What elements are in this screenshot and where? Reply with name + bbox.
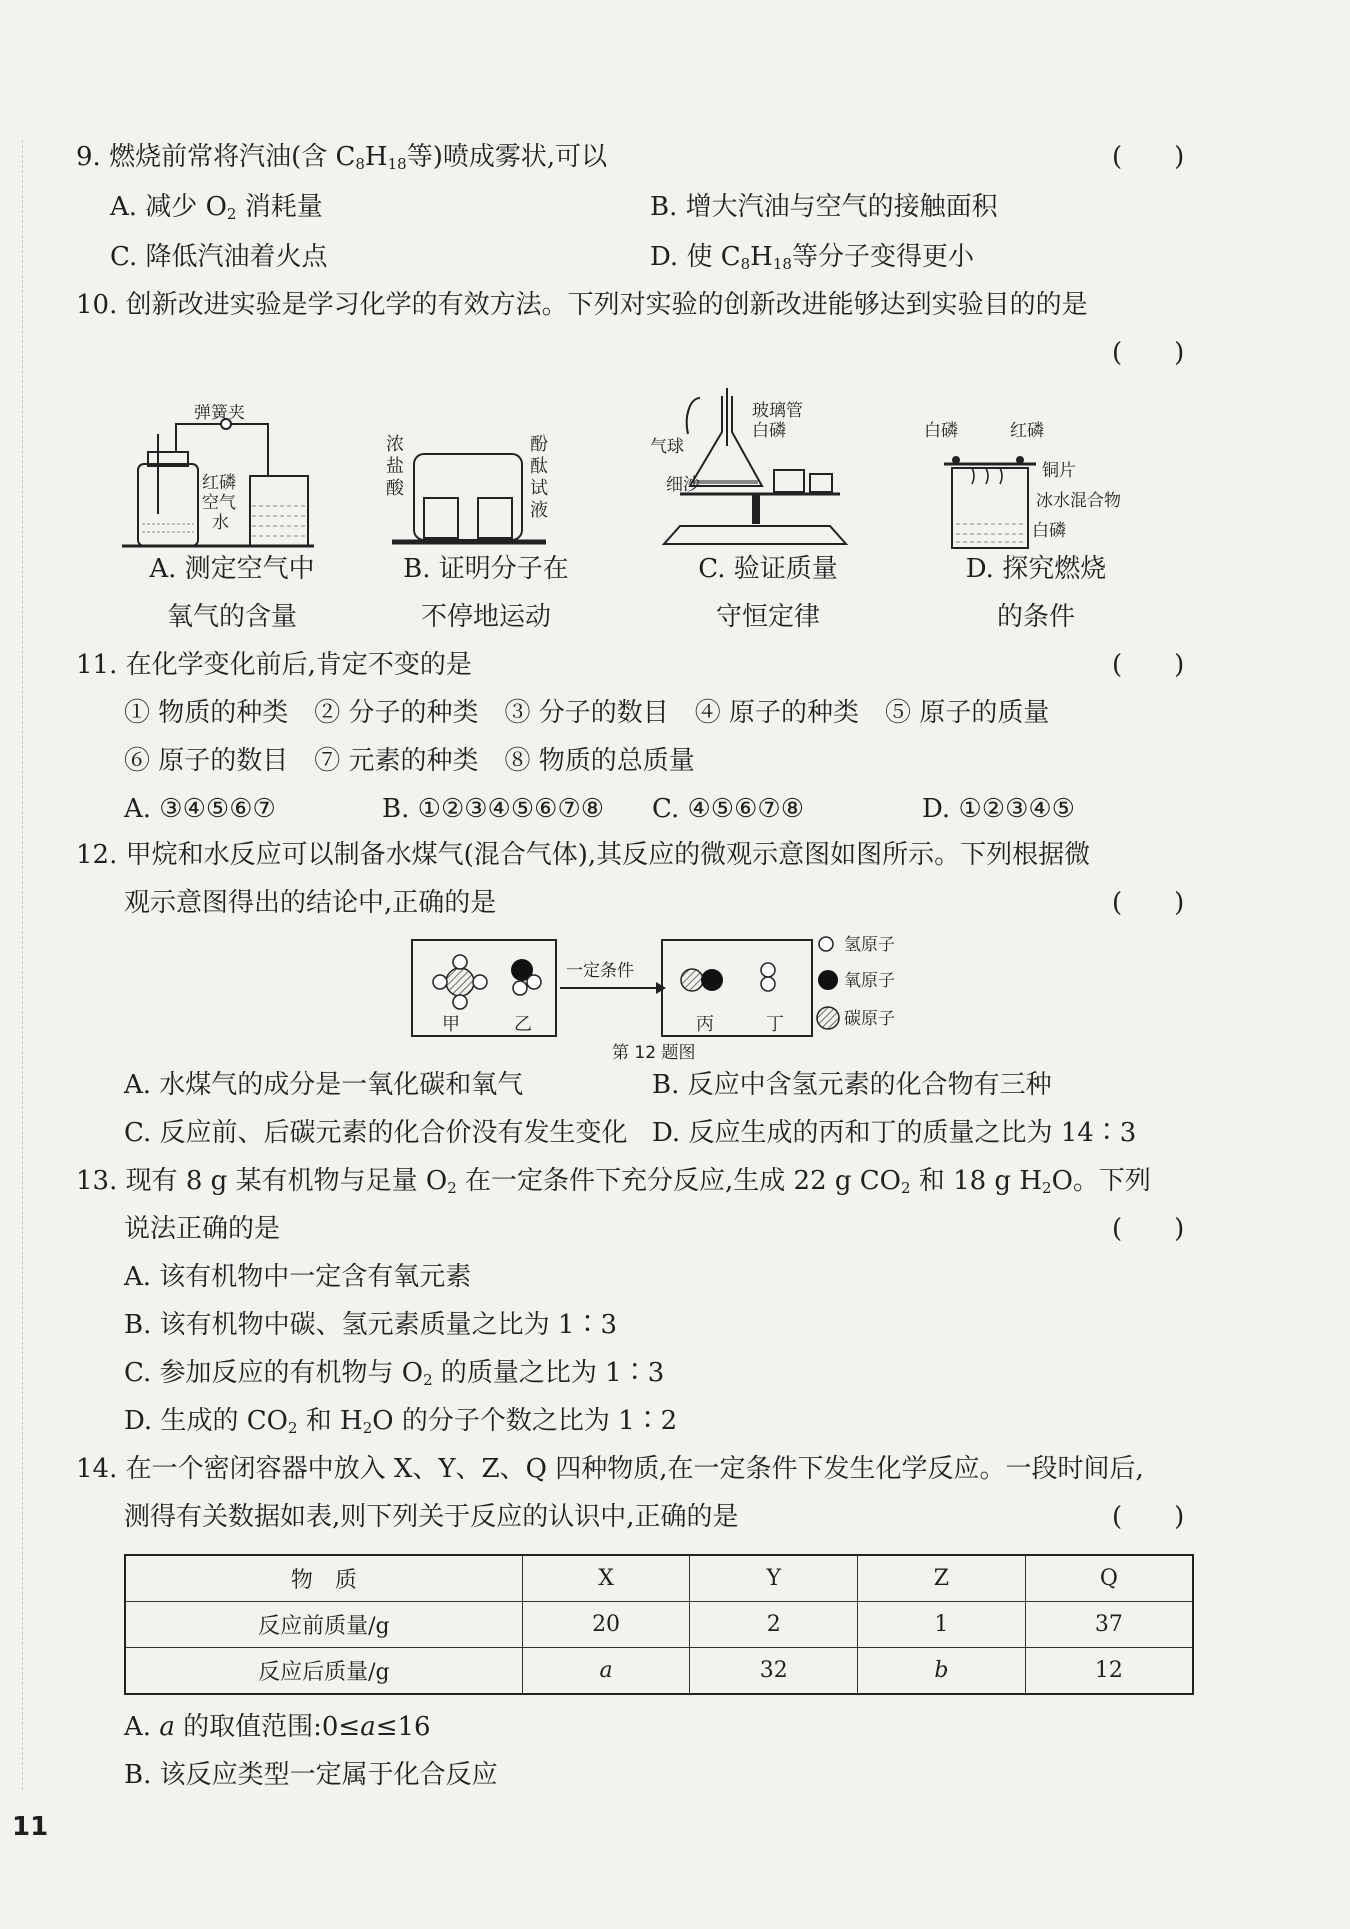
q14-option-b[interactable]: B. 该反应类型一定属于化合反应 — [124, 1760, 498, 1790]
q14-stem-line2: 测得有关数据如表,则下列关于反应的认识中,正确的是 — [124, 1502, 739, 1532]
table-header-row — [125, 1555, 1193, 1602]
q12-stem-line1: 12. 甲烷和水反应可以制备水煤气(混合气体),其反应的微观示意图如图所示。下列根据微 — [76, 840, 1091, 870]
q11-items-line2: ⑥ 原子的数目 ⑦ 元素的种类 ⑧ 物质的总质量 — [124, 746, 695, 776]
label-jia: 甲 — [442, 1014, 460, 1035]
q10-stem: 10. 创新改进实验是学习化学的有效方法。下列对实验的创新改进能够达到实验目的的是 — [76, 290, 1088, 320]
label-glass-tube: 玻璃管 — [752, 401, 803, 421]
q12-stem-line2: 观示意图得出的结论中,正确的是 — [124, 888, 497, 918]
q12-answer-paren[interactable]: ( ) — [1112, 888, 1185, 918]
legend-carbon-icon — [817, 1007, 839, 1029]
table-cell: 37 — [1025, 1602, 1193, 1648]
q10-caption-a2: 氧气的含量 — [166, 602, 297, 632]
q11-answer-paren[interactable]: ( ) — [1112, 650, 1185, 680]
label-hcl-2: 盐 — [386, 456, 404, 477]
label-ding: 丁 — [766, 1014, 784, 1035]
page-number: 11 — [12, 1812, 49, 1842]
label-phenol-4: 液 — [530, 500, 548, 521]
q9-option-a[interactable]: A. 减少 $O_2$ 消耗量 — [110, 192, 323, 223]
q10-caption-c1[interactable]: C. 验证质量 — [698, 554, 838, 584]
legend-carbon: 碳原子 — [844, 1009, 895, 1029]
q10-caption-d2: 的条件 — [996, 602, 1075, 632]
co-molecule — [681, 969, 723, 991]
q10-figure-b — [384, 432, 554, 552]
q14-stem-line1: 14. 在一个密闭容器中放入 X、Y、Z、Q 四种物质,在一定条件下发生化学反应。一段时间后, — [76, 1454, 1144, 1484]
table-cell: a — [522, 1648, 690, 1695]
q12-option-a[interactable]: A. 水煤气的成分是一氧化碳和氧气 — [124, 1070, 524, 1100]
table-cell: b — [858, 1648, 1026, 1695]
q14-answer-paren[interactable]: ( ) — [1112, 1502, 1185, 1532]
label-ice-water: 冰水混合物 — [1036, 491, 1121, 511]
q10-caption-c2: 守恒定律 — [715, 602, 820, 632]
q13-option-b[interactable]: B. 该有机物中碳、氢元素质量之比为 1∶3 — [124, 1310, 617, 1340]
label-red-phosphorus: 红磷 — [202, 473, 236, 493]
label-air: 空气 — [202, 493, 236, 513]
h2-molecule — [761, 963, 775, 991]
table-cell: X — [522, 1555, 690, 1602]
label-fine-sand: 细沙 — [666, 475, 700, 495]
label-hcl-1: 浓 — [386, 434, 404, 455]
q13-stem-line2: 说法正确的是 — [124, 1214, 281, 1244]
q12-option-c[interactable]: C. 反应前、后碳元素的化合价没有发生变化 — [124, 1118, 628, 1148]
table-cell: 12 — [1025, 1648, 1193, 1695]
label-balloon: 气球 — [650, 437, 684, 457]
q10-figure-a — [118, 404, 318, 552]
table-cell: 反应前质量/g — [125, 1602, 522, 1648]
label-white-phosphorus-d2: 白磷 — [1032, 521, 1066, 541]
label-hcl-3: 酸 — [386, 478, 404, 499]
table-cell: Z — [858, 1555, 1026, 1602]
label-phenol-2: 酞 — [530, 456, 548, 477]
q10-caption-d1[interactable]: D. 探究燃烧 — [965, 554, 1107, 584]
q11-option-d[interactable]: D. ①②③④⑤ — [922, 794, 1075, 824]
water-molecule — [511, 959, 541, 995]
label-red-phosphorus-d: 红磷 — [1010, 421, 1044, 441]
q11-option-c[interactable]: C. ④⑤⑥⑦⑧ — [652, 794, 805, 824]
legend-oxygen: 氧原子 — [844, 971, 895, 991]
label-bing: 丙 — [696, 1014, 714, 1035]
q11-items-line1: ① 物质的种类 ② 分子的种类 ③ 分子的数目 ④ 原子的种类 ⑤ 原子的质量 — [124, 698, 1050, 728]
q10-caption-a1[interactable]: A. 测定空气中 — [149, 554, 315, 584]
table-cell: 32 — [690, 1648, 858, 1695]
q13-option-c[interactable]: C. 参加反应的有机物与 $O_2$ 的质量之比为 1∶3 — [124, 1358, 665, 1389]
table-cell: Y — [690, 1555, 858, 1602]
q10-caption-b2: 不停地运动 — [420, 602, 551, 632]
q13-option-a[interactable]: A. 该有机物中一定含有氧元素 — [124, 1262, 472, 1292]
q10-caption-b1[interactable]: B. 证明分子在 — [403, 554, 569, 584]
label-white-phosphorus-c: 白磷 — [752, 421, 786, 441]
table-cell: 20 — [522, 1602, 690, 1648]
label-yi: 乙 — [514, 1014, 532, 1035]
legend-hydrogen-icon — [819, 937, 833, 951]
table-cell: 物 质 — [125, 1555, 522, 1602]
q10-figure-c — [650, 386, 860, 552]
label-water: 水 — [212, 513, 229, 533]
q9-option-c[interactable]: C. 降低汽油着火点 — [110, 242, 328, 272]
q9-option-d[interactable]: D. 使 $C_8H_{18}$等分子变得更小 — [650, 242, 974, 273]
methane-molecule — [433, 955, 487, 1009]
table-cell: Q — [1025, 1555, 1193, 1602]
legend-hydrogen: 氢原子 — [844, 935, 895, 955]
q9-stem: 9. 燃烧前常将汽油(含 $C_8H_{18}$等)喷成雾状,可以 — [76, 142, 608, 173]
table-cell: 2 — [690, 1602, 858, 1648]
label-copper-sheet: 铜片 — [1042, 461, 1076, 481]
q11-stem: 11. 在化学变化前后,肯定不变的是 — [76, 650, 472, 680]
table-row — [125, 1602, 1193, 1648]
q10-answer-paren[interactable]: ( ) — [1112, 338, 1185, 368]
table-cell: 反应后质量/g — [125, 1648, 522, 1695]
q12-option-b[interactable]: B. 反应中含氢元素的化合物有三种 — [652, 1070, 1052, 1100]
q14-data-table — [124, 1554, 1194, 1695]
label-phenol-3: 试 — [530, 478, 548, 499]
q13-option-d[interactable]: D. 生成的 $CO_2$ 和 $H_2O$ 的分子个数之比为 1∶2 — [124, 1406, 678, 1437]
label-phenol-1: 酚 — [530, 434, 548, 455]
table-cell: 1 — [858, 1602, 1026, 1648]
label-spring-clip: 弹簧夹 — [194, 404, 245, 423]
binding-margin-line — [22, 140, 23, 1790]
q9-answer-paren[interactable]: ( ) — [1112, 142, 1185, 172]
q11-option-a[interactable]: A. ③④⑤⑥⑦ — [124, 794, 276, 824]
q13-stem-line1: 13. 现有 8 g 某有机物与足量 $O_2$ 在一定条件下充分反应,生成 22 g $CO_2$ 和 18 g $H_2O$。下列 — [76, 1166, 1151, 1197]
label-white-phosphorus-d: 白磷 — [924, 421, 958, 441]
q13-answer-paren[interactable]: ( ) — [1112, 1214, 1185, 1244]
arrow-condition-label: 一定条件 — [566, 961, 634, 981]
q12-option-d[interactable]: D. 反应生成的丙和丁的质量之比为 14∶3 — [652, 1118, 1137, 1148]
q11-option-b[interactable]: B. ①②③④⑤⑥⑦⑧ — [382, 794, 605, 824]
table-row — [125, 1648, 1193, 1695]
q12-figure-caption: 第 12 题图 — [612, 1043, 696, 1063]
q14-option-a[interactable]: A. a 的取值范围:0≤a≤16 — [124, 1712, 431, 1742]
q10-figure-d — [920, 412, 1160, 552]
legend-oxygen-icon — [818, 970, 838, 990]
q9-option-b[interactable]: B. 增大汽油与空气的接触面积 — [650, 192, 998, 222]
